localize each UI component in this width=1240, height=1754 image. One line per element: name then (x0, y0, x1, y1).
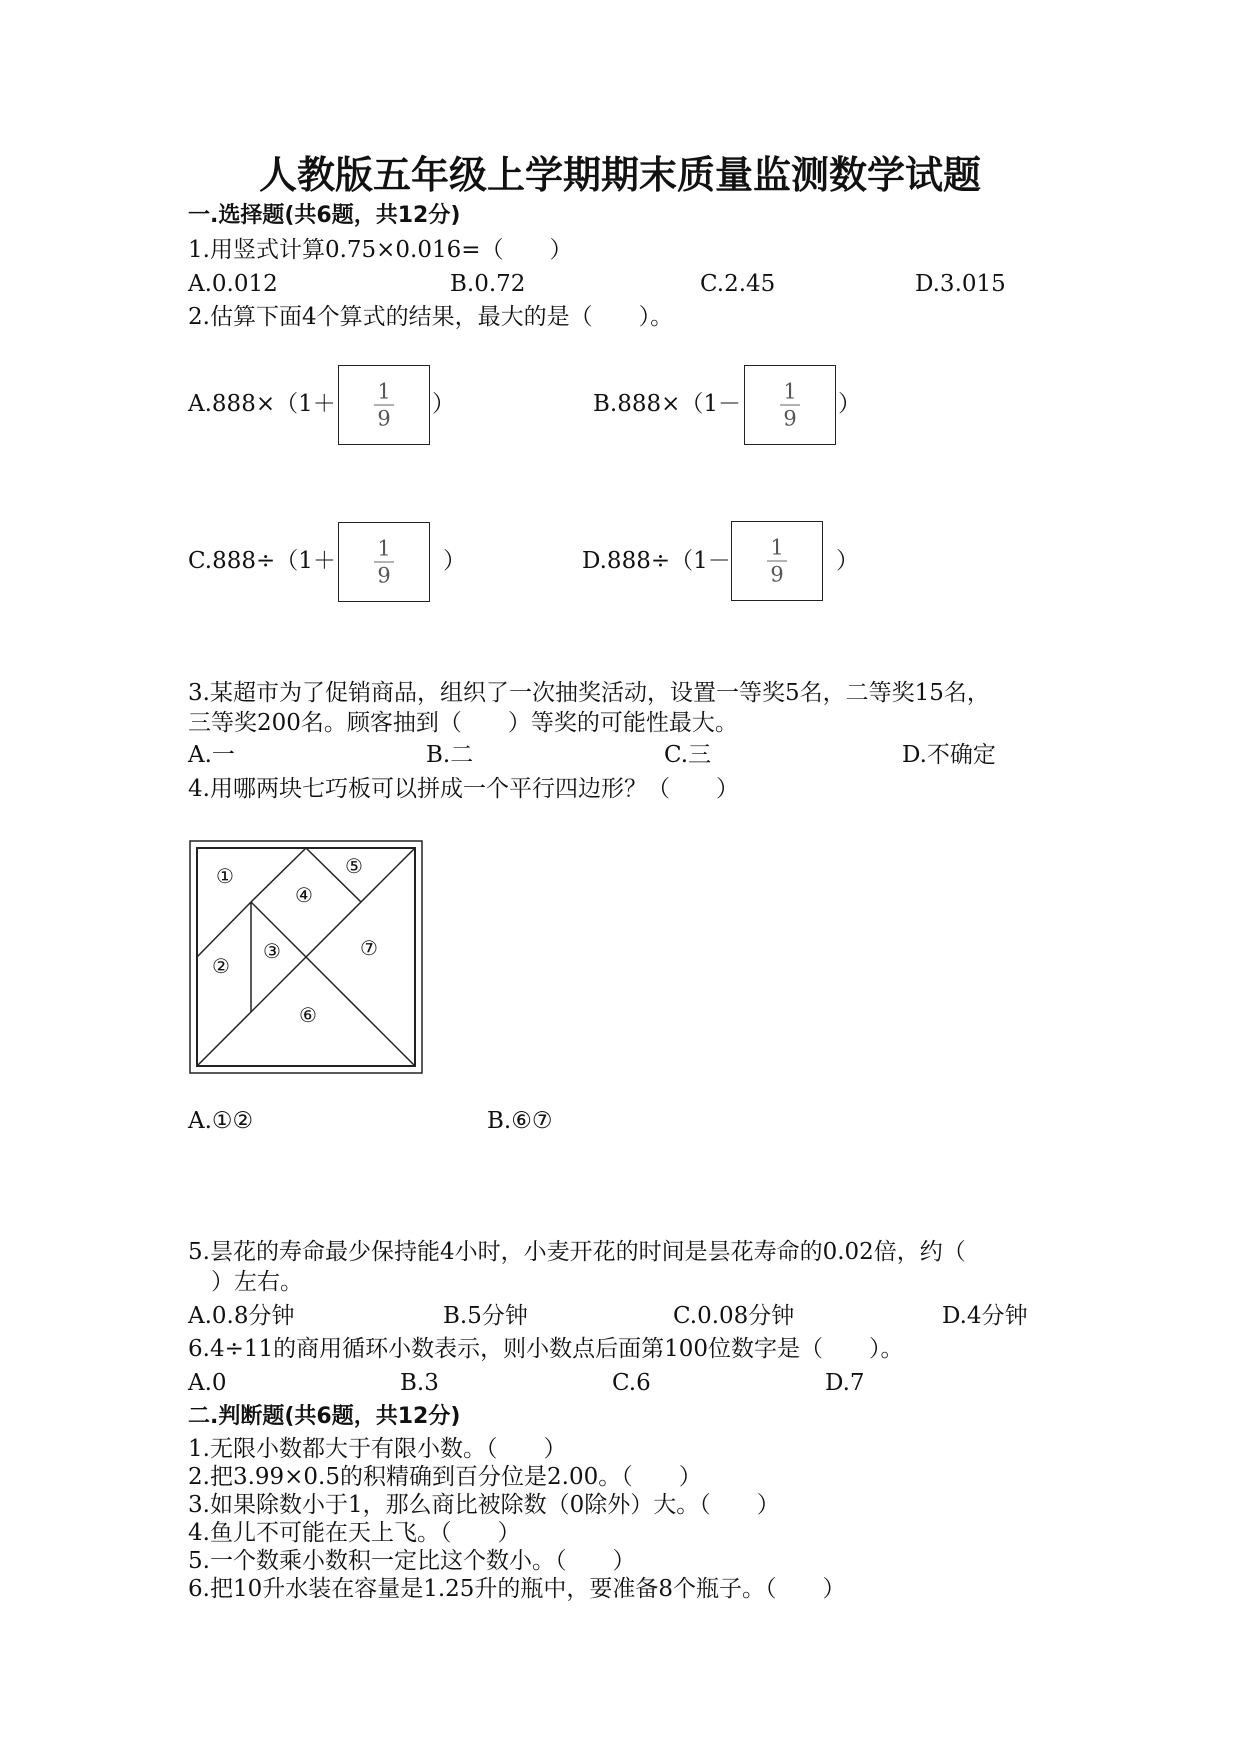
q1-stem: 1.用竖式计算0.75×0.016=（ ） (188, 237, 573, 263)
fraction-bar (374, 405, 394, 406)
q2-option-a: A.888×（1＋ (188, 391, 336, 417)
q5-option-d: D.4分钟 (942, 1303, 1028, 1329)
q6-option-c: C.6 (612, 1370, 651, 1396)
tangram-label-2: ② (212, 954, 230, 978)
fraction-denominator: 9 (783, 406, 797, 431)
q5-option-a: A.0.8分钟 (188, 1303, 295, 1329)
q2-fraction-box-a (338, 365, 430, 445)
tangram-label-6: ⑥ (299, 1003, 317, 1027)
judge-item-5: 5.一个数乘小数积一定比这个数小。（ ） (188, 1548, 636, 1574)
q2-fraction-box-b (744, 365, 836, 445)
q1-option-d: D.3.015 (915, 271, 1006, 297)
q2-close-b: ） (838, 391, 861, 417)
q6-option-a: A.0 (188, 1370, 227, 1396)
q6-option-d: D.7 (825, 1370, 865, 1396)
q2-close-c: ） (443, 548, 466, 574)
fraction (374, 538, 394, 587)
q1-option-b: B.0.72 (450, 271, 526, 297)
q5-stem-line2: ）左右。 (188, 1269, 303, 1295)
fraction-bar (780, 405, 800, 406)
tangram-edge (197, 902, 251, 957)
judge-item-6: 6.把10升水装在容量是1.25升的瓶中，要准备8个瓶子。（ ） (188, 1576, 846, 1602)
q3-option-b: B.二 (426, 742, 474, 768)
q3-option-a: A.一 (188, 742, 235, 768)
q4-option-a: A.①② (188, 1108, 254, 1134)
fraction-numerator: 1 (377, 379, 391, 404)
q5-stem-line1: 5.昙花的寿命最少保持能4小时，小麦开花的时间是昙花寿命的0.02倍，约（ (188, 1239, 966, 1265)
q3-option-d: D.不确定 (902, 742, 996, 768)
q5-option-c: C.0.08分钟 (673, 1303, 795, 1329)
q2-fraction-box-c (338, 522, 430, 602)
judge-item-2: 2.把3.99×0.5的积精确到百分位是2.00。（ ） (188, 1464, 702, 1490)
fraction-bar (767, 561, 787, 562)
tangram-label-3: ③ (263, 939, 281, 963)
q2-option-b: B.888×（1－ (593, 391, 742, 417)
fraction-numerator: 1 (783, 379, 797, 404)
q1-option-c: C.2.45 (700, 271, 776, 297)
fraction-denominator: 9 (377, 406, 391, 431)
fraction-numerator: 1 (377, 536, 391, 561)
fraction-denominator: 9 (377, 563, 391, 588)
fraction-denominator: 9 (770, 562, 784, 587)
judge-item-4: 4.鱼儿不可能在天上飞。（ ） (188, 1520, 521, 1546)
tangram-figure (189, 840, 423, 1074)
q3-stem-line2: 三等奖200名。顾客抽到（ ）等奖的可能性最大。 (188, 710, 738, 736)
q4-stem: 4.用哪两块七巧板可以拼成一个平行四边形？（ ） (188, 776, 739, 802)
fraction-bar (374, 562, 394, 563)
fraction (767, 537, 787, 586)
q2-fraction-box-d (731, 521, 823, 601)
page-title: 人教版五年级上学期期末质量监测数学试题 (258, 153, 981, 197)
tangram-edge (306, 957, 415, 1066)
q2-stem: 2.估算下面4个算式的结果，最大的是（ ）。 (188, 304, 674, 330)
q2-close-d: ） (836, 548, 859, 574)
q1-option-a: A.0.012 (188, 271, 278, 297)
q2-close-a: ） (432, 391, 455, 417)
q2-option-c: C.888÷（1＋ (188, 548, 336, 574)
tangram-label-5: ⑤ (345, 854, 363, 878)
tangram-label-4: ④ (295, 883, 313, 907)
q2-option-d: D.888÷（1－ (582, 548, 731, 574)
section1-heading: 一.选择题(共6题，共12分) (188, 203, 461, 228)
judge-item-3: 3.如果除数小于1，那么商比被除数（0除外）大。（ ） (188, 1492, 780, 1518)
fraction-numerator: 1 (770, 535, 784, 560)
q4-option-b: B.⑥⑦ (487, 1108, 553, 1134)
tangram-label-1: ① (216, 864, 234, 888)
judge-item-1: 1.无限小数都大于有限小数。（ ） (188, 1436, 567, 1462)
q5-option-b: B.5分钟 (443, 1303, 528, 1329)
section2-heading: 二.判断题(共6题，共12分) (188, 1404, 461, 1429)
q3-option-c: C.三 (664, 742, 712, 768)
q6-option-b: B.3 (400, 1370, 439, 1396)
fraction (780, 381, 800, 430)
q6-stem: 6.4÷11的商用循环小数表示，则小数点后面第100位数字是（ ）。 (188, 1336, 904, 1362)
tangram-label-7: ⑦ (360, 936, 378, 960)
fraction (374, 381, 394, 430)
q3-stem-line1: 3.某超市为了促销商品，组织了一次抽奖活动，设置一等奖5名，二等奖15名， (188, 680, 990, 706)
